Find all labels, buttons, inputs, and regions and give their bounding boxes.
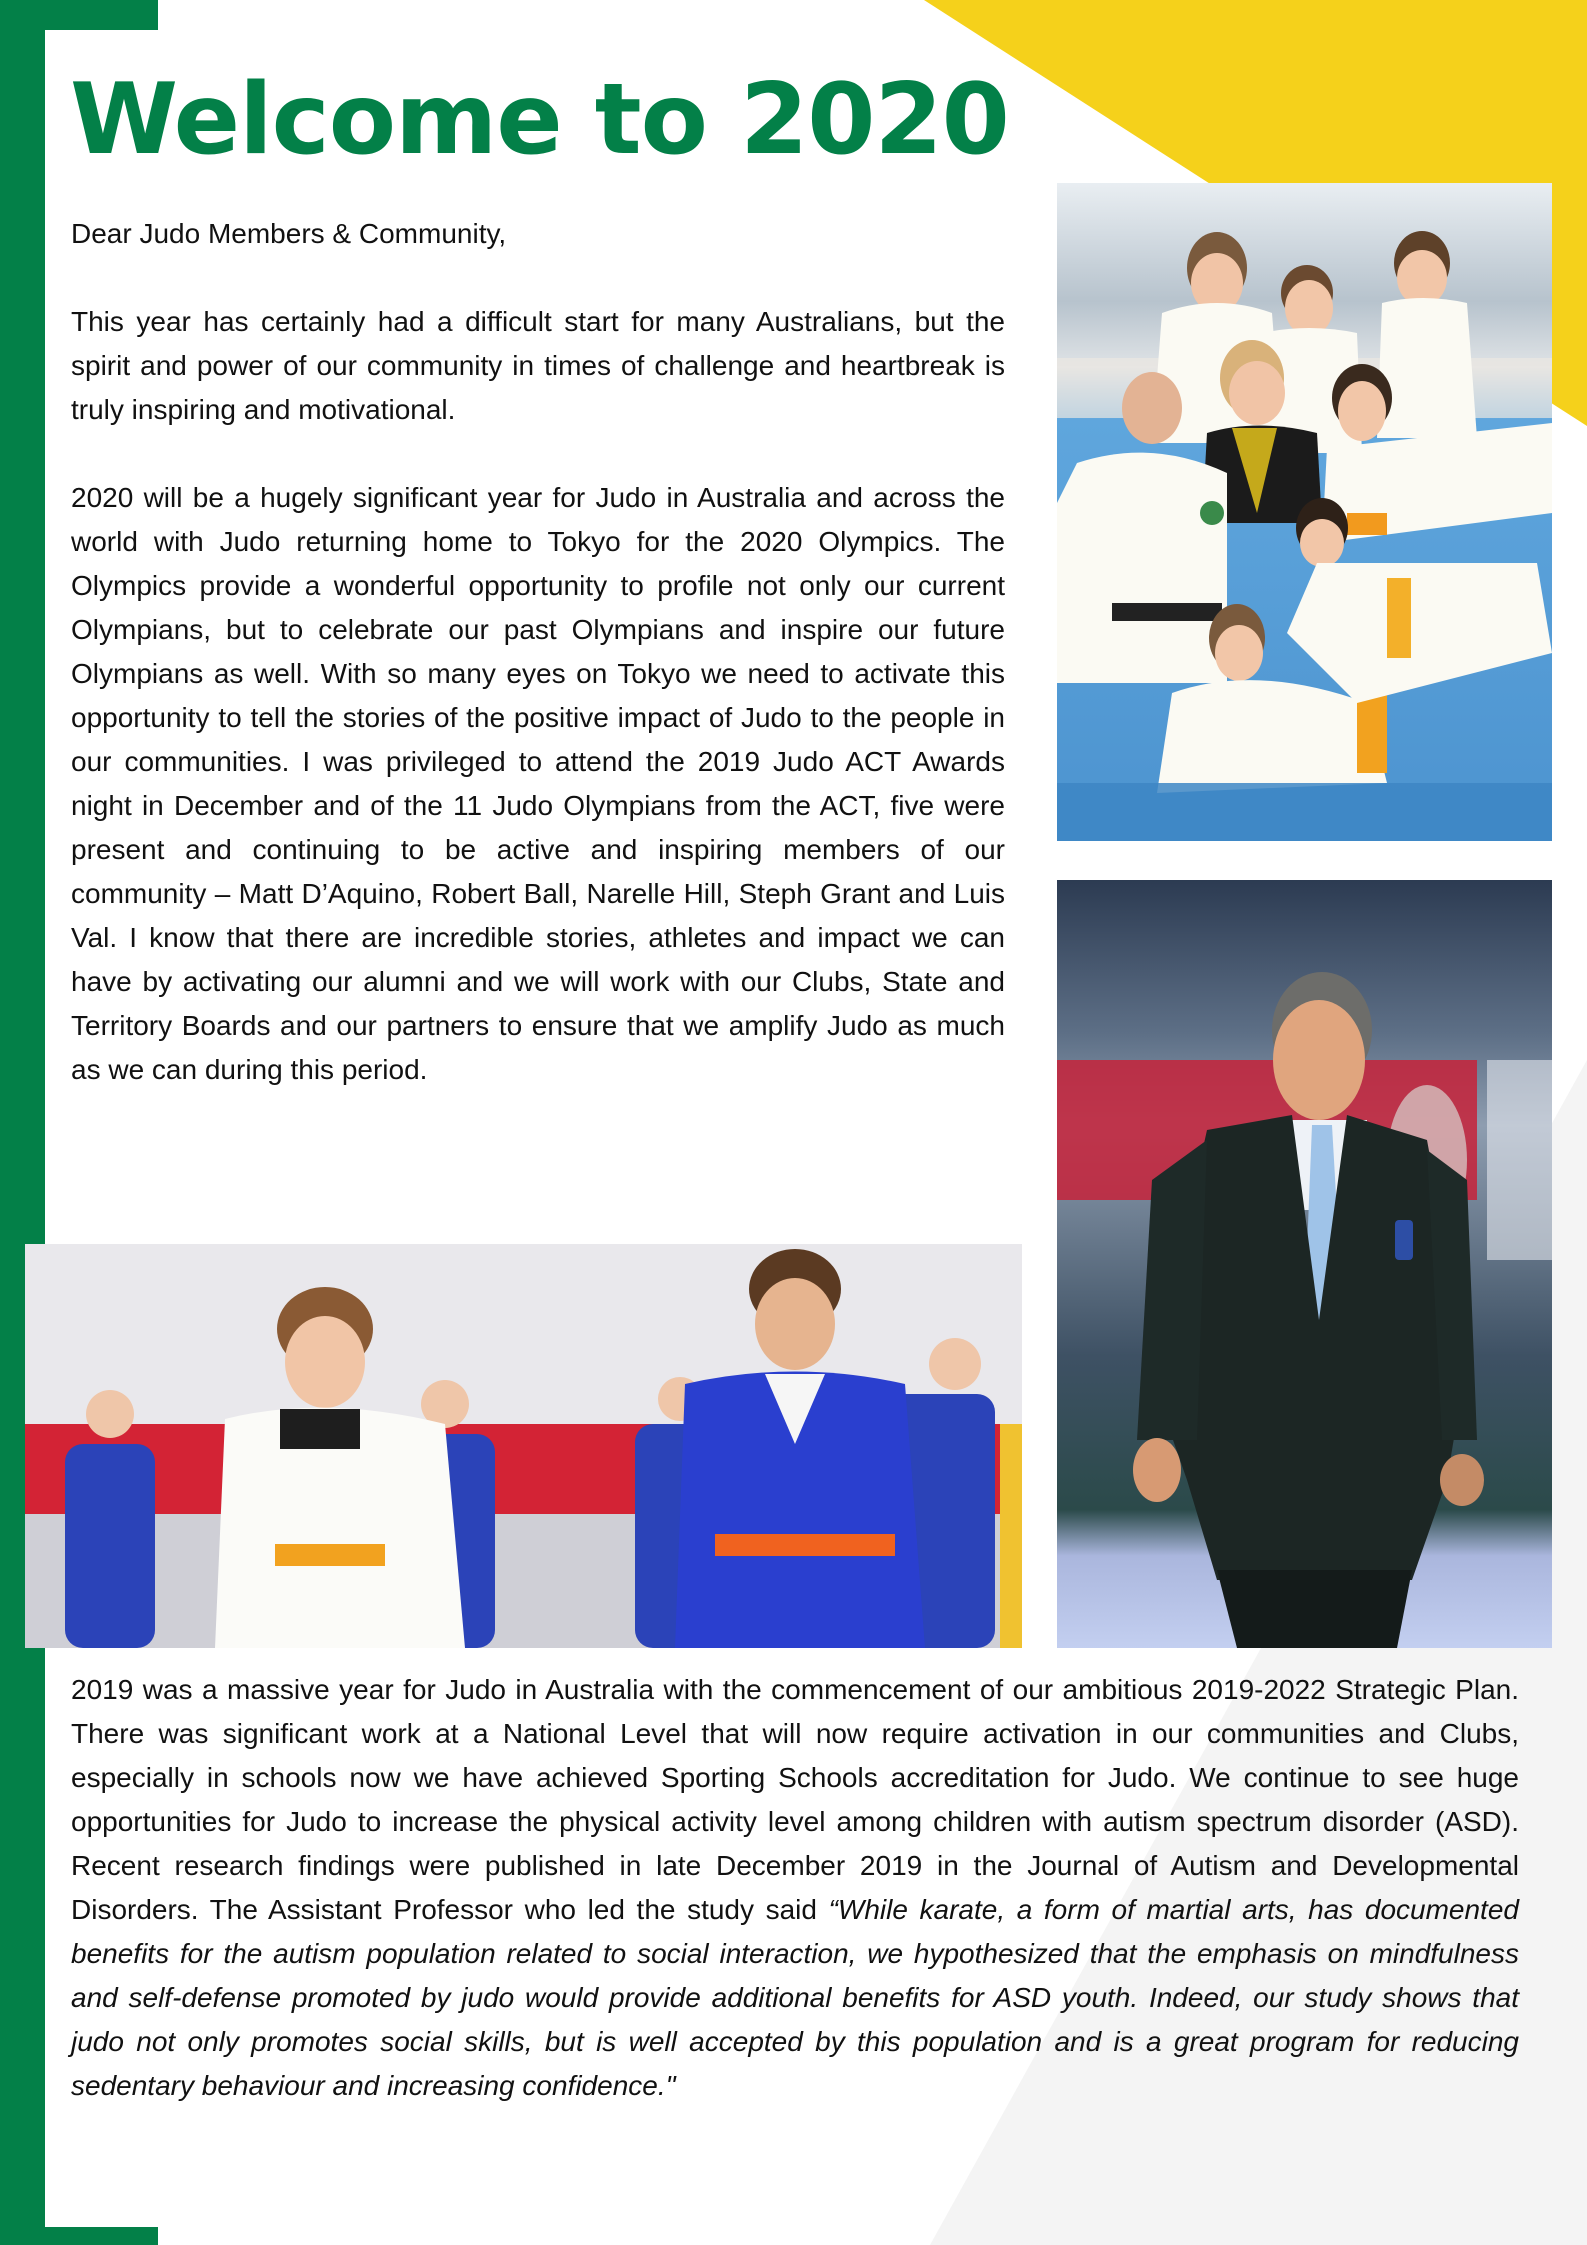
bottom-paragraph-text: 2019 was a massive year for Judo in Australia with the commencement of our ambitious 2019-2022 Strategic Plan. There was significant work at a National Level that will now require activation in our communities and Clubs, especially in schools now we have achieved Sporting Schools accreditation for Judo. We continue to see huge opportunities for Judo to increase the physical activity level among children with autism spectrum disorder (ASD). Recent research findings were published in late December 2019 in the Journal of Autism and Developmental Disorders. The Assistant Professor who led the study said [71,1674,1519,1925]
bottom-paragraph [71,1668,1519,2108]
paragraph-1: This year has certainly had a difficult start for many Australians, but the spirit and power of our community in times of challenge and heartbreak is truly inspiring and motivational. [71,306,1005,425]
green-bracket-bottom-arm [0,2227,158,2245]
kids-running-photo [25,1244,1022,1648]
referee-photo [1057,880,1552,1648]
research-quote: “While karate, a form of martial arts, has documented benefits for the autism population related to social interaction, we hypothesized that the emphasis on mindfulness and self-defense promoted by judo would provide additional benefits for ASD youth. Indeed, our study shows that judo not only promotes social skills, but is well accepted by this population and is a great program for reducing sedentary behaviour and increasing confidence." [71,1894,1519,2101]
greeting: Dear Judo Members & Community, [71,218,507,249]
green-bracket-bar [0,0,45,2245]
intro-column [71,212,1005,1092]
paragraph-2: 2020 will be a hugely significant year for Judo in Australia and across the world with Judo returning home to Tokyo for the 2020 Olympics. The Olympics provide a wonderful opportunity to profile not only our current Olympians, but to celebrate our past Olympians and inspire our future Olympians as well. With so many eyes on Tokyo we need to activate this opportunity to tell the stories of the positive impact of Judo to the people in our communities. I was privileged to attend the 2019 Judo ACT Awards night in December and of the 11 Judo Olympians from the ACT, five were present and continuing to be active and inspiring members of our community – Matt D’Aquino, Robert Ball, Narelle Hill, Steph Grant and Luis Val. I know that there are incredible stories, athletes and impact we can have by activating our alumni and we will work with our Clubs, State and Territory Boards and our partners to ensure that we amplify Judo as much as we can during this period. [71,482,1005,1085]
family-photo [1057,183,1552,841]
page-title: Welcome to 2020 [70,63,1009,177]
green-bracket-top-arm [0,0,158,30]
